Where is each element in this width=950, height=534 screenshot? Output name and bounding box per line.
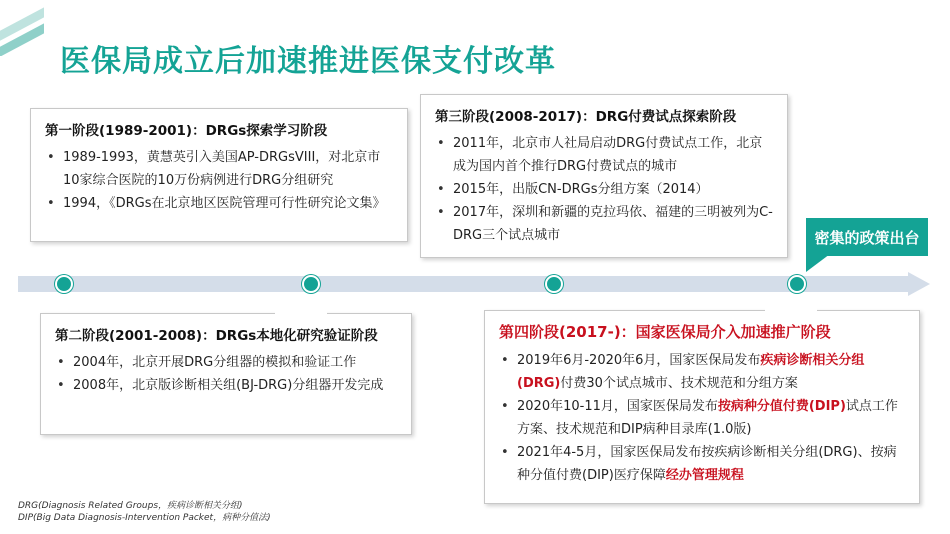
phase2-heading: 第二阶段(2001-2008)：DRGs本地化研究验证阶段 [55,328,378,344]
phase4-item1-text-end: 付费30个试点城市、技术规范和分组方案 [560,376,798,391]
phase4-item2-text-end: 试点工作方案、技术规范和DIP病种目录库(1.0版) [517,399,898,437]
phase4-list [499,349,907,487]
phase4-item3-text: 2021年4-5月，国家医保局发布按疾病诊断相关分组(DRG)、按病种分值付费(DIP)医疗保障 [517,445,897,483]
phase2-item: • 2004年，北京开展DRG分组器的模拟和验证工作 [55,351,399,374]
phase4-pointer-cover [765,308,817,312]
policy-badge: 密集的政策出台 [806,218,928,256]
phase3-card [420,94,788,258]
phase4-item1-highlight: 疾病诊断相关分组(DRG) [517,353,865,391]
phase4-item3-highlight: 经办管理规程 [665,468,744,483]
footnote-dip: DIP(Big Data Diagnosis-Intervention Packet，病种分值法) [18,513,271,523]
phase3-item: • 2011年，北京市人社局启动DRG付费试点工作，北京成为国内首个推行DRG付费试点的城市 [435,132,775,178]
page-title: 医保局成立后加速推进医保支付改革 [60,44,556,79]
policy-badge-tail [806,254,830,272]
phase3-list [435,132,775,247]
phase2-list [55,351,399,397]
phase4-item [499,349,907,395]
phase4-item [499,441,907,487]
phase4-item2-text: 2020年10-11月，国家医保局发布 [517,399,718,414]
phase4-card [484,310,920,504]
phase4-heading: 第四阶段(2017-)：国家医保局介入加速推广阶段 [499,323,831,341]
footnotes [18,500,271,524]
phase4-item2-highlight: 按病种分值付费(DIP) [717,399,846,414]
timeline-dot-phase2 [302,275,320,293]
phase4-item [499,395,907,441]
corner-decoration [0,0,44,56]
phase3-heading: 第三阶段(2008-2017)：DRG付费试点探索阶段 [435,109,737,125]
timeline-bar [18,276,908,292]
timeline-dot-phase4 [788,275,806,293]
footnote-drg: DRG(Diagnosis Related Groups，疾病诊断相关分组) [18,501,243,511]
phase4-item1-text: 2019年6月-2020年6月，国家医保局发布 [517,353,761,368]
phase3-item: • 2017年，深圳和新疆的克拉玛依、福建的三明被列为C-DRG三个试点城市 [435,201,775,247]
phase3-item: • 2015年，出版CN-DRGs分组方案（2014） [435,178,775,201]
timeline-dot-phase3 [545,275,563,293]
phase2-pointer-cover [275,311,327,315]
phase1-item: • 1994，《DRGs在北京地区医院管理可行性研究论文集》 [45,192,395,215]
phase1-item: • 1989-1993，黄慧英引入美国AP-DRGsVIII，对北京市10家综合医院的10万份病例进行DRG分组研究 [45,146,395,192]
timeline-arrow-tip [908,272,930,296]
phase1-heading: 第一阶段(1989-2001)：DRGs探索学习阶段 [45,123,328,139]
phase1-card [30,108,408,242]
timeline-dot-phase1 [55,275,73,293]
phase1-list [45,146,395,215]
phase2-card [40,313,412,435]
phase2-item: • 2008年，北京版诊断相关组(BJ-DRG)分组器开发完成 [55,374,399,397]
